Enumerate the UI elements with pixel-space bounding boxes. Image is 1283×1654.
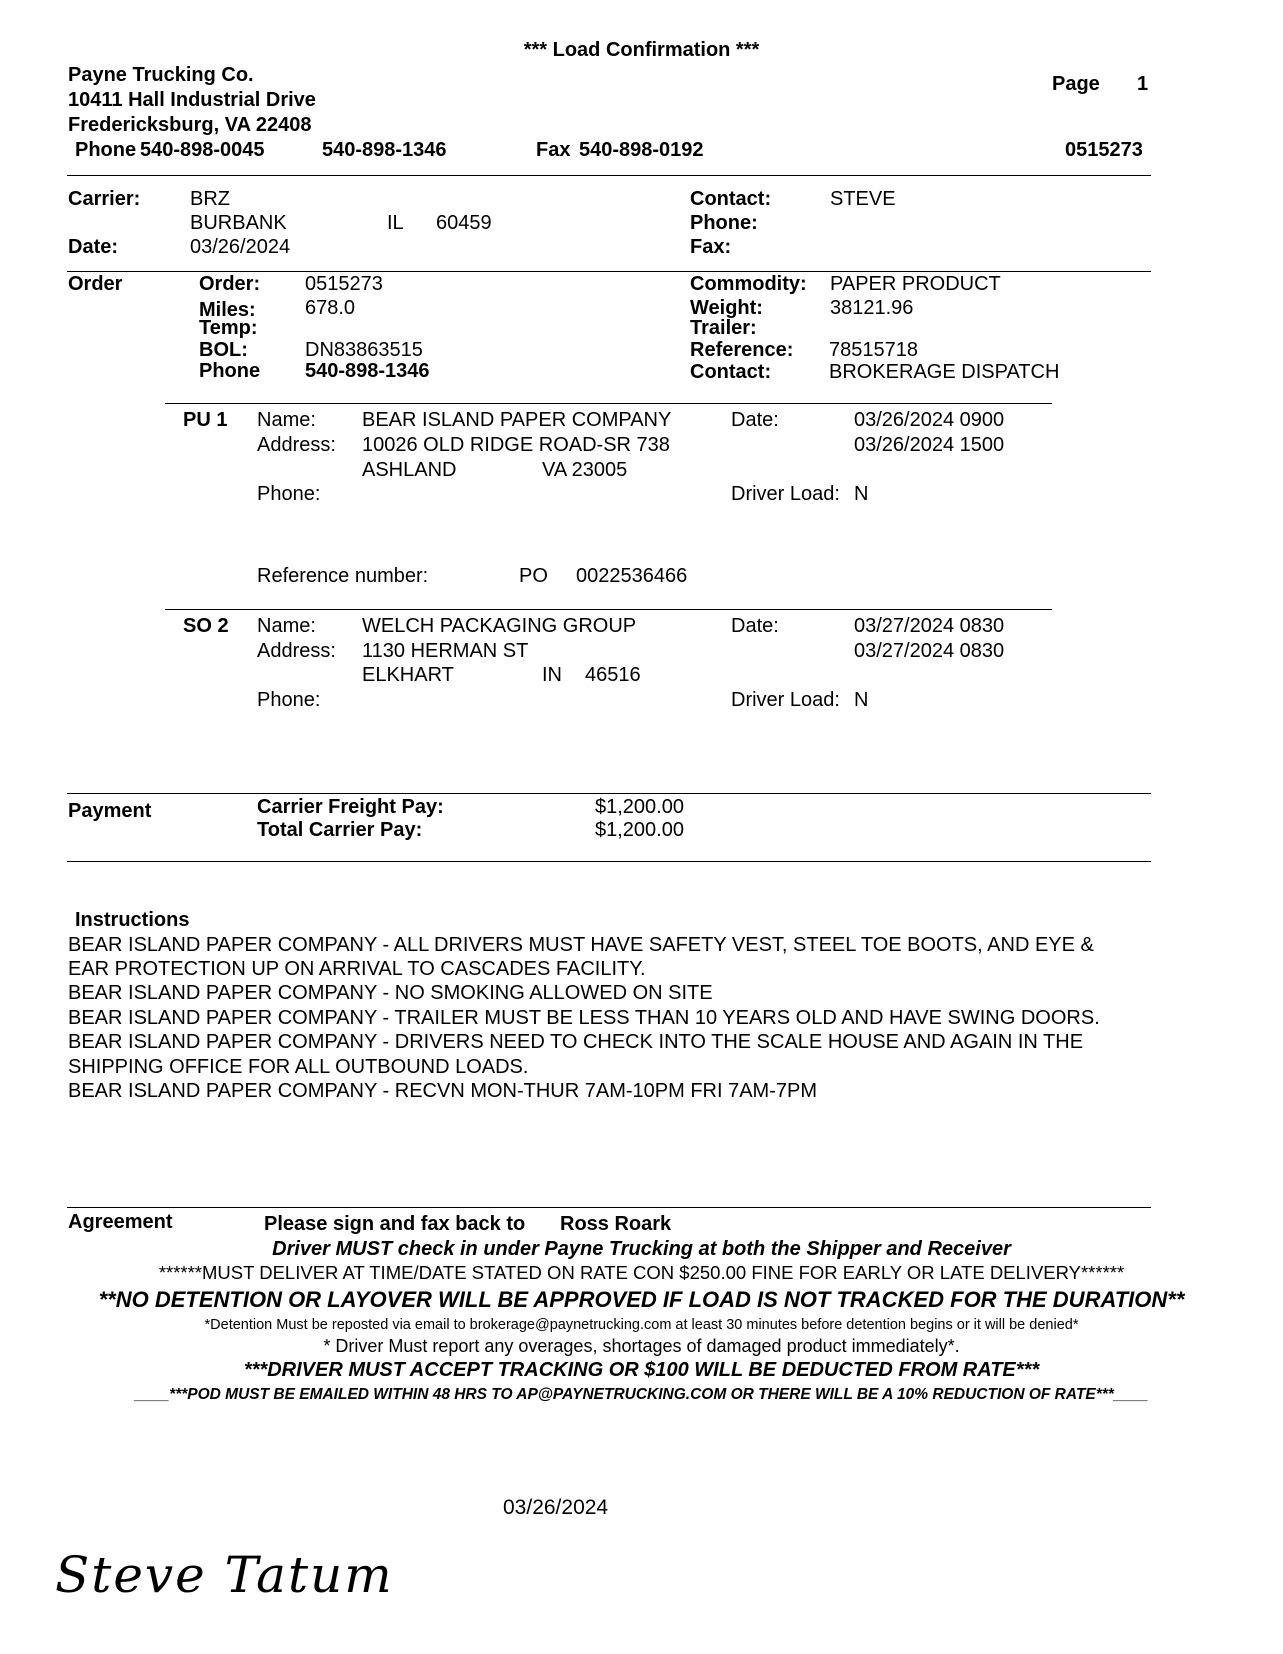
- reference-value: 78515718: [829, 339, 918, 361]
- trailer-label: Trailer:: [690, 317, 757, 339]
- commodity-label: Commodity:: [690, 273, 807, 295]
- company-address-line2: Fredericksburg, VA 22408: [68, 114, 312, 136]
- order-contact-value: BROKERAGE DISPATCH: [829, 361, 1060, 383]
- order-section-label: Order: [68, 273, 123, 295]
- delivery-address: 1130 HERMAN ST: [362, 640, 529, 662]
- agreement-line-detention-email: *Detention Must be reposted via email to brokerage@paynetrucking.com at least 30 minutes before detention begins or it will be denied*: [204, 1317, 1079, 1333]
- carrier-label: Carrier:: [68, 188, 141, 210]
- pickup-name: BEAR ISLAND PAPER COMPANY: [362, 409, 672, 431]
- carrier-city: BURBANK: [190, 212, 287, 234]
- temp-label: Temp:: [199, 317, 258, 339]
- agreement-divider: [67, 1207, 1151, 1208]
- reference-label: Reference:: [690, 339, 794, 361]
- delivery-stop-label: SO 2: [183, 615, 229, 637]
- payment-divider-top: [67, 793, 1151, 794]
- pickup-phone-label: Phone:: [257, 483, 321, 505]
- delivery-zip: 46516: [585, 664, 641, 686]
- pickup-driver-load-label: Driver Load:: [731, 483, 840, 505]
- sign-fax-text: Please sign and fax back to: [264, 1213, 526, 1235]
- instruction-line: BEAR ISLAND PAPER COMPANY - RECVN MON-THUR 7AM-10PM FRI 7AM-7PM: [68, 1080, 818, 1102]
- delivery-date-2: 03/27/2024 0830: [854, 640, 1005, 662]
- pickup-reference-value: 0022536466: [576, 565, 688, 587]
- pickup-divider: [165, 403, 1052, 404]
- order-label: Order:: [199, 273, 261, 295]
- delivery-name-label: Name:: [257, 615, 316, 637]
- commodity-value: PAPER PRODUCT: [830, 273, 1001, 295]
- bol-label: BOL:: [199, 339, 248, 361]
- carrier-state: IL: [387, 212, 404, 234]
- header-divider: [67, 175, 1151, 176]
- page-number: 1: [1137, 73, 1149, 95]
- order-phone-label: Phone: [199, 360, 261, 382]
- carrier-date: 03/26/2024: [190, 236, 291, 258]
- pickup-date-2: 03/26/2024 1500: [854, 434, 1005, 456]
- instruction-line: SHIPPING OFFICE FOR ALL OUTBOUND LOADS.: [68, 1056, 529, 1078]
- agreement-section-label: Agreement: [68, 1211, 173, 1233]
- total-pay-value: $1,200.00: [595, 819, 684, 841]
- delivery-driver-load-label: Driver Load:: [731, 689, 840, 711]
- instruction-line: BEAR ISLAND PAPER COMPANY - DRIVERS NEED TO CHECK INTO THE SCALE HOUSE AND AGAIN IN THE: [68, 1031, 1084, 1053]
- page-label: Page: [1052, 73, 1100, 95]
- phone-number-1: 540-898-0045: [140, 139, 265, 161]
- total-pay-label: Total Carrier Pay:: [257, 819, 423, 841]
- order-contact-label: Contact:: [690, 361, 772, 383]
- pickup-state-zip: VA 23005: [542, 459, 628, 481]
- agreement-line-delivery: ******MUST DELIVER AT TIME/DATE STATED ON RATE CON $250.00 FINE FOR EARLY OR LATE DELIVERY******: [158, 1262, 1125, 1283]
- freight-pay-value: $1,200.00: [595, 796, 684, 818]
- sign-fax-name: Ross Roark: [560, 1213, 672, 1235]
- carrier-name: BRZ: [190, 188, 230, 210]
- pickup-address: 10026 OLD RIDGE ROAD-SR 738: [362, 434, 670, 456]
- delivery-state: IN: [542, 664, 562, 686]
- payment-section-label: Payment: [68, 800, 152, 822]
- document-title: *** Load Confirmation ***: [523, 39, 760, 61]
- signature-image: Steve Tatum: [55, 1546, 394, 1604]
- miles-value: 678.0: [305, 297, 356, 319]
- carrier-date-label: Date:: [68, 236, 119, 258]
- company-name: Payne Trucking Co.: [68, 64, 254, 86]
- pickup-name-label: Name:: [257, 409, 316, 431]
- fax-label: Fax: [536, 139, 571, 161]
- instructions-title: Instructions: [75, 909, 190, 931]
- phone-label: Phone: [75, 139, 137, 161]
- weight-value: 38121.96: [830, 297, 914, 319]
- pickup-date-1: 03/26/2024 0900: [854, 409, 1005, 431]
- instruction-line: BEAR ISLAND PAPER COMPANY - ALL DRIVERS MUST HAVE SAFETY VEST, STEEL TOE BOOTS, AND EYE &: [68, 934, 1094, 956]
- agreement-line-pod: ____***POD MUST BE EMAILED WITHIN 48 HRS TO AP@PAYNETRUCKING.COM OR THERE WILL BE A 10% REDUCTION OF RATE***____: [134, 1386, 1149, 1403]
- instruction-line: EAR PROTECTION UP ON ARRIVAL TO CASCADES FACILITY.: [68, 958, 646, 980]
- pickup-stop-label: PU 1: [183, 409, 228, 431]
- order-phone-value: 540-898-1346: [305, 360, 430, 382]
- carrier-phone-label: Phone:: [690, 212, 758, 234]
- delivery-date-label: Date:: [731, 615, 779, 637]
- delivery-driver-load: N: [854, 689, 869, 711]
- pickup-date-label: Date:: [731, 409, 779, 431]
- carrier-fax-label: Fax:: [690, 236, 732, 258]
- bol-value: DN83863515: [305, 339, 423, 361]
- carrier-zip: 60459: [436, 212, 492, 234]
- agreement-line-overages: * Driver Must report any overages, shortages of damaged product immediately*.: [323, 1336, 960, 1356]
- order-number: 0515273: [305, 273, 383, 295]
- company-address-line1: 10411 Hall Industrial Drive: [68, 89, 316, 111]
- pickup-driver-load: N: [854, 483, 869, 505]
- pickup-address-label: Address:: [257, 434, 336, 456]
- freight-pay-label: Carrier Freight Pay:: [257, 796, 444, 818]
- phone-number-2: 540-898-1346: [322, 139, 447, 161]
- miles-label: Miles:: [199, 299, 256, 321]
- payment-divider-bottom: [67, 861, 1151, 862]
- pickup-reference-type: PO: [519, 565, 548, 587]
- delivery-divider: [165, 609, 1052, 610]
- delivery-date-1: 03/27/2024 0830: [854, 615, 1005, 637]
- fax-number: 540-898-0192: [579, 139, 704, 161]
- agreement-line-checkin: Driver MUST check in under Payne Trucking at both the Shipper and Receiver: [272, 1238, 1011, 1260]
- weight-label: Weight:: [690, 297, 763, 319]
- instruction-line: BEAR ISLAND PAPER COMPANY - TRAILER MUST BE LESS THAN 10 YEARS OLD AND HAVE SWING DOORS.: [68, 1007, 1100, 1029]
- document-number: 0515273: [1065, 139, 1143, 161]
- delivery-name: WELCH PACKAGING GROUP: [362, 615, 637, 637]
- carrier-contact-label: Contact:: [690, 188, 772, 210]
- pickup-city: ASHLAND: [362, 459, 457, 481]
- carrier-contact: STEVE: [830, 188, 896, 210]
- delivery-city: ELKHART: [362, 664, 454, 686]
- agreement-line-detention: **NO DETENTION OR LAYOVER WILL BE APPROVED IF LOAD IS NOT TRACKED FOR THE DURATION**: [98, 1287, 1185, 1312]
- agreement-line-tracking: ***DRIVER MUST ACCEPT TRACKING OR $100 WILL BE DEDUCTED FROM RATE***: [243, 1359, 1040, 1381]
- delivery-phone-label: Phone:: [257, 689, 321, 711]
- pickup-reference-label: Reference number:: [257, 565, 429, 587]
- instruction-line: BEAR ISLAND PAPER COMPANY - NO SMOKING ALLOWED ON SITE: [68, 982, 713, 1004]
- delivery-address-label: Address:: [257, 640, 336, 662]
- signature-date: 03/26/2024: [503, 1496, 609, 1519]
